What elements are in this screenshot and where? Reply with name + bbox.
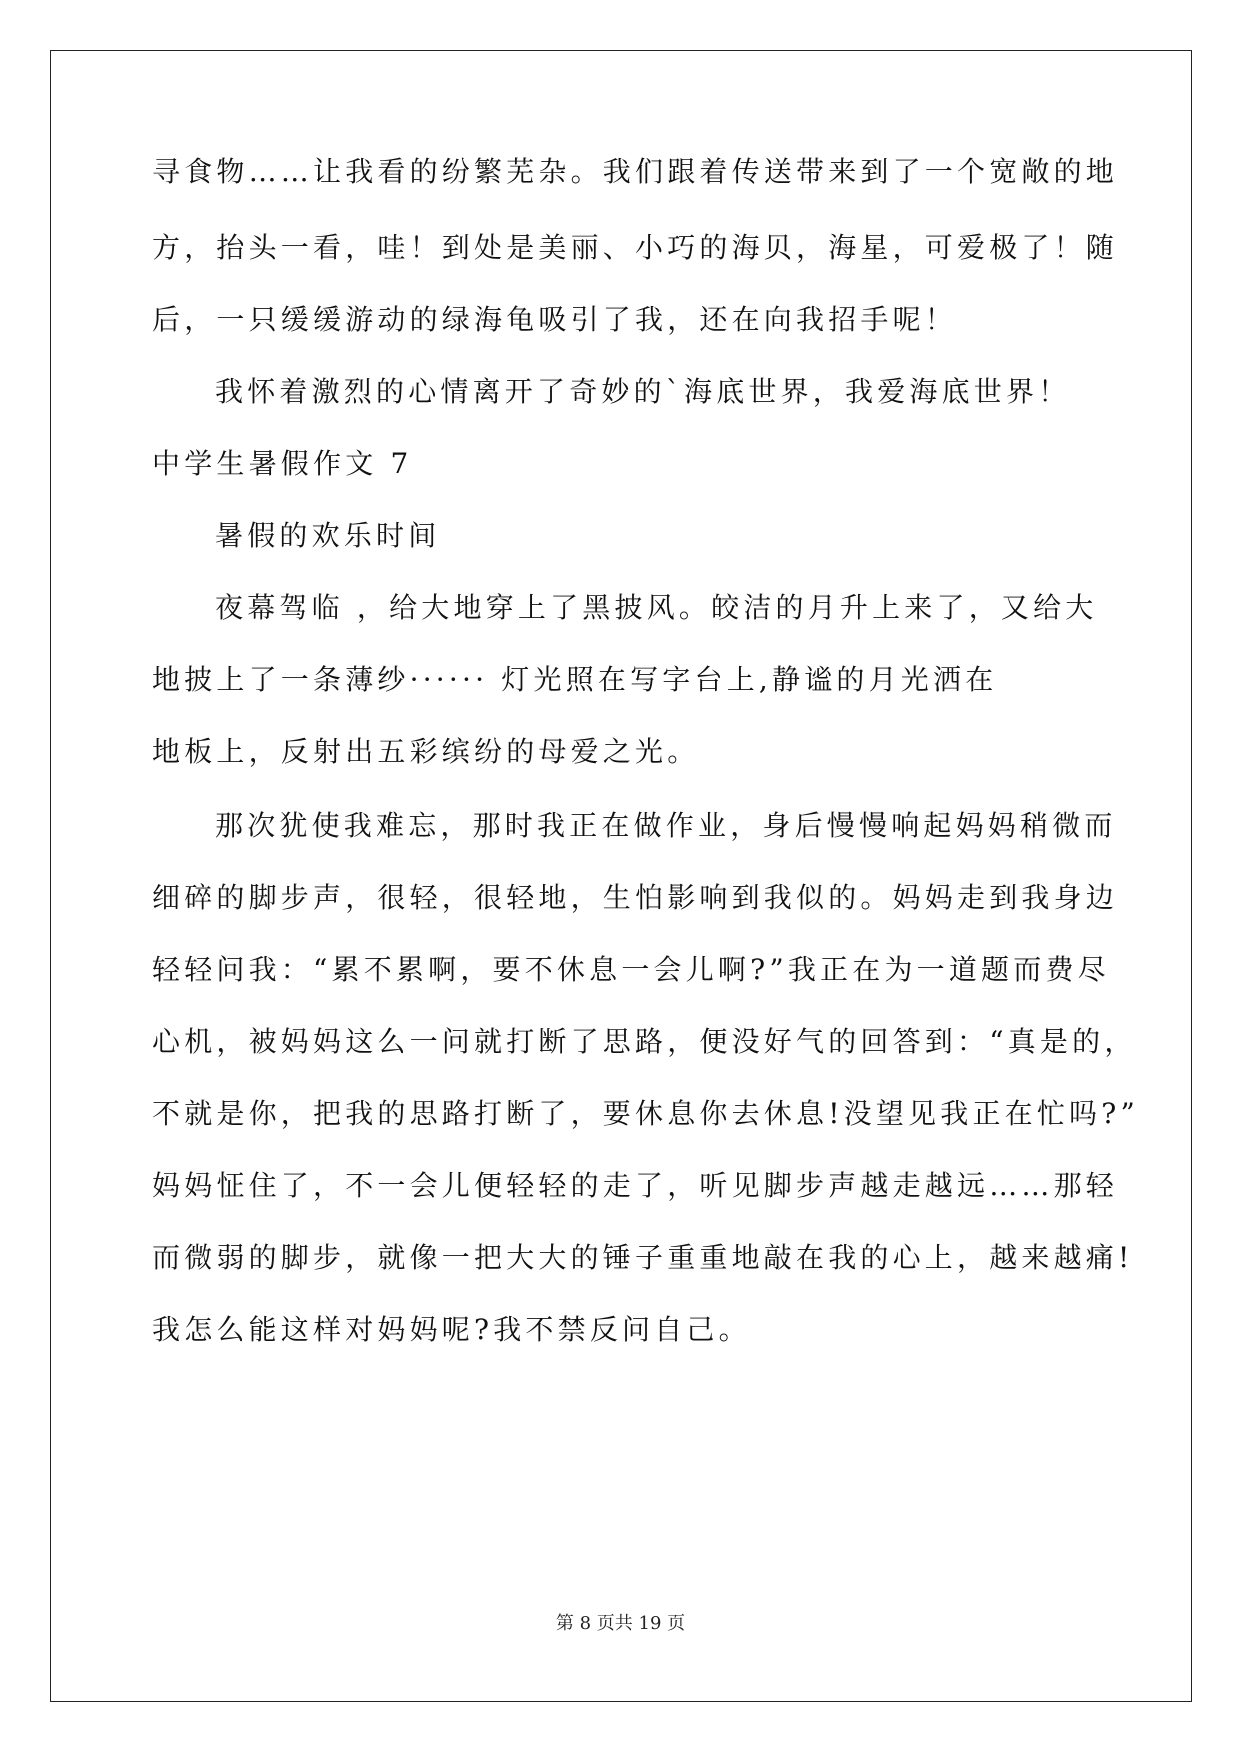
- paragraph-line: 我怎么能这样对妈妈呢?我不禁反问自己。: [152, 1313, 751, 1346]
- paragraph-line: 我怀着激烈的心情离开了奇妙的`海底世界，我爱海底世界！: [215, 375, 1071, 408]
- page-number: 第 8 页: [555, 1613, 615, 1634]
- page-footer: [0, 1612, 1241, 1636]
- paragraph-line: 方，抬头一看，哇！到处是美丽、小巧的海贝，海星，可爱极了！随: [152, 231, 1119, 264]
- paragraph-line: 寻食物……让我看的纷繁芜杂。我们跟着传送带来到了一个宽敞的地: [152, 155, 1119, 188]
- page-total: 共 19 页: [614, 1613, 686, 1634]
- paragraph-line: 细碎的脚步声，很轻，很轻地，生怕影响到我似的。妈妈走到我身边: [152, 881, 1119, 914]
- paragraph-line: 而微弱的脚步，就像一把大大的锤子重重地敲在我的心上，越来越痛!: [152, 1241, 1134, 1274]
- essay-title: 暑假的欢乐时间: [215, 519, 441, 552]
- paragraph-line: 妈妈怔住了，不一会儿便轻轻的走了，听见脚步声越走越远……那轻: [152, 1169, 1119, 1202]
- paragraph-line: 那次犹使我难忘，那时我正在做作业，身后慢慢响起妈妈稍微而: [215, 809, 1117, 842]
- paragraph-line: 后，一只缓缓游动的绿海龟吸引了我，还在向我招手呢！: [152, 303, 958, 336]
- paragraph-line: 地板上，反射出五彩缤纷的母爱之光。: [152, 735, 700, 768]
- page-border: [50, 50, 1192, 1702]
- paragraph-line: 心机，被妈妈这么一问就打断了思路，便没好气的回答到：“真是的，: [152, 1025, 1137, 1058]
- paragraph-line: 轻轻问我：“累不累啊，要不休息一会儿啊?”我正在为一道题而费尽: [152, 953, 1110, 986]
- section-title: 中学生暑假作文 7: [152, 447, 413, 480]
- paragraph-line: 不就是你，把我的思路打断了，要休息你去休息!没望见我正在忙吗?”: [152, 1097, 1139, 1130]
- paragraph-line: 夜幕驾临 ，给大地穿上了黑披风。皎洁的月升上来了，又给大: [215, 591, 1098, 624]
- paragraph-line: 地披上了一条薄纱······ 灯光照在写字台上,静谧的月光洒在: [152, 663, 998, 696]
